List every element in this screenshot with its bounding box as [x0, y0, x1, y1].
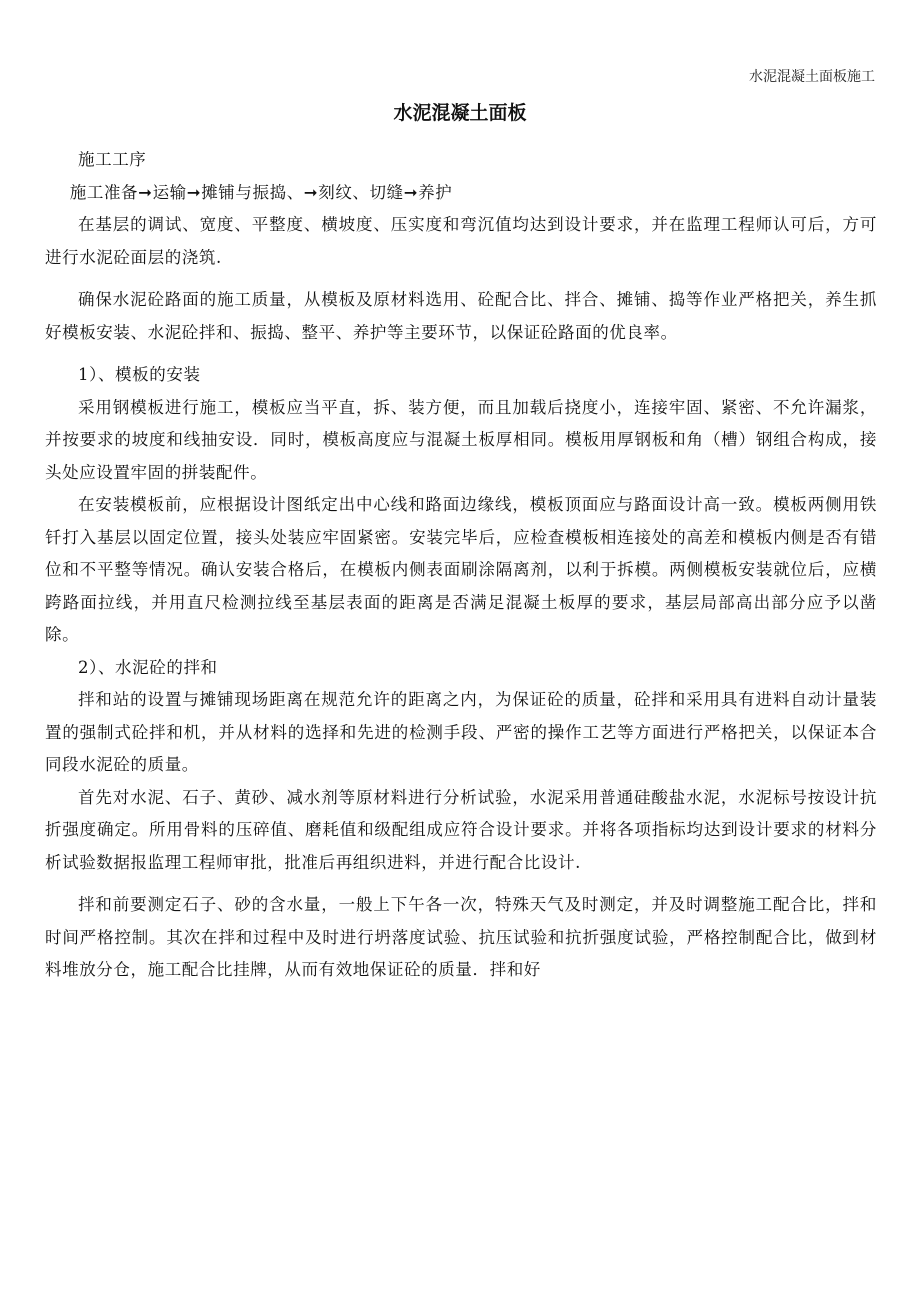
paragraph: 首先对水泥、石子、黄砂、减水剂等原材料进行分析试验，水泥采用普通硅酸盐水泥，水泥标号按设计抗折强度确定。所用骨料的压碎值、磨耗值和级配组成应符合设计要求。并将各项指标均达到设计要求的材料分析试验数据报监理工程师审批，批准后再组织进料，并进行配合比设计. [45, 787, 877, 872]
page-title: 水泥混凝土面板 [393, 102, 527, 124]
section-heading-formwork: 1）、模板的安装 [78, 365, 201, 384]
section-heading-process: 施工工序 [78, 150, 147, 169]
paragraph: 在基层的调试、宽度、平整度、横坡度、压实度和弯沉值均达到设计要求，并在监理工程师认可后，方可进行水泥砼面层的浇筑. [45, 215, 877, 267]
section-heading-mixing: 2）、水泥砼的拌和 [78, 657, 218, 677]
paragraph: 确保水泥砼路面的施工质量，从模板及原材料选用、砼配合比、拌合、摊铺、捣等作业严格把关，养生抓好模板安装、水泥砼拌和、振捣、整平、养护等主要环节，以保证砼路面的优良率。 [45, 290, 877, 342]
running-header: 水泥混凝土面板施工 [749, 69, 875, 85]
paragraph: 拌和前要测定石子、砂的含水量，一般上下午各一次，特殊天气及时测定，并及时调整施工配合比，拌和时间严格控制。其次在拌和过程中及时进行坍落度试验、抗压试验和抗折强度试验，严格控制配合比，做到材料堆放分仓，施工配合比挂牌，从而有效地保证砼的质量．拌和好 [45, 895, 877, 979]
paragraph: 拌和站的设置与摊铺现场距离在规范允许的距离之内，为保证砼的质量，砼拌和采用具有进料自动计量装置的强制式砼拌和机，并从材料的选择和先进的检测手段、严密的操作工艺等方面进行严格把关，以保证本合同段水泥砼的质量。 [45, 690, 877, 774]
process-sequence: 施工准备➞运输➞摊铺与振捣、➞刻纹、切缝➞养护 [69, 182, 453, 202]
paragraph: 采用钢模板进行施工，模板应当平直，拆、装方便，而且加载后挠度小，连接牢固、紧密、不允许漏浆，并按要求的坡度和线抽安设．同时，模板高度应与混凝土板厚相同。模板用厚钢板和角（槽）钢组合构成，接头处应设置牢固的拼装配件。 [45, 397, 877, 482]
document-body [45, 144, 877, 987]
paragraph: 在安装模板前，应根据设计图纸定出中心线和路面边缘线，模板顶面应与路面设计高一致。模板两侧用铁钎打入基层以固定位置，接头处装应牢固紧密。安装完毕后，应检查模板相连接处的高差和模板内侧是否有错位和不平整等情况。确认安装合格后，在模板内侧表面刷涂隔离剂，以利于拆模。两侧模板安装就位后，应横跨路面拉线，并用直尺检测拉线至基层表面的距离是否满足混凝土板厚的要求，基层局部高出部分应予以凿除。 [45, 495, 877, 644]
